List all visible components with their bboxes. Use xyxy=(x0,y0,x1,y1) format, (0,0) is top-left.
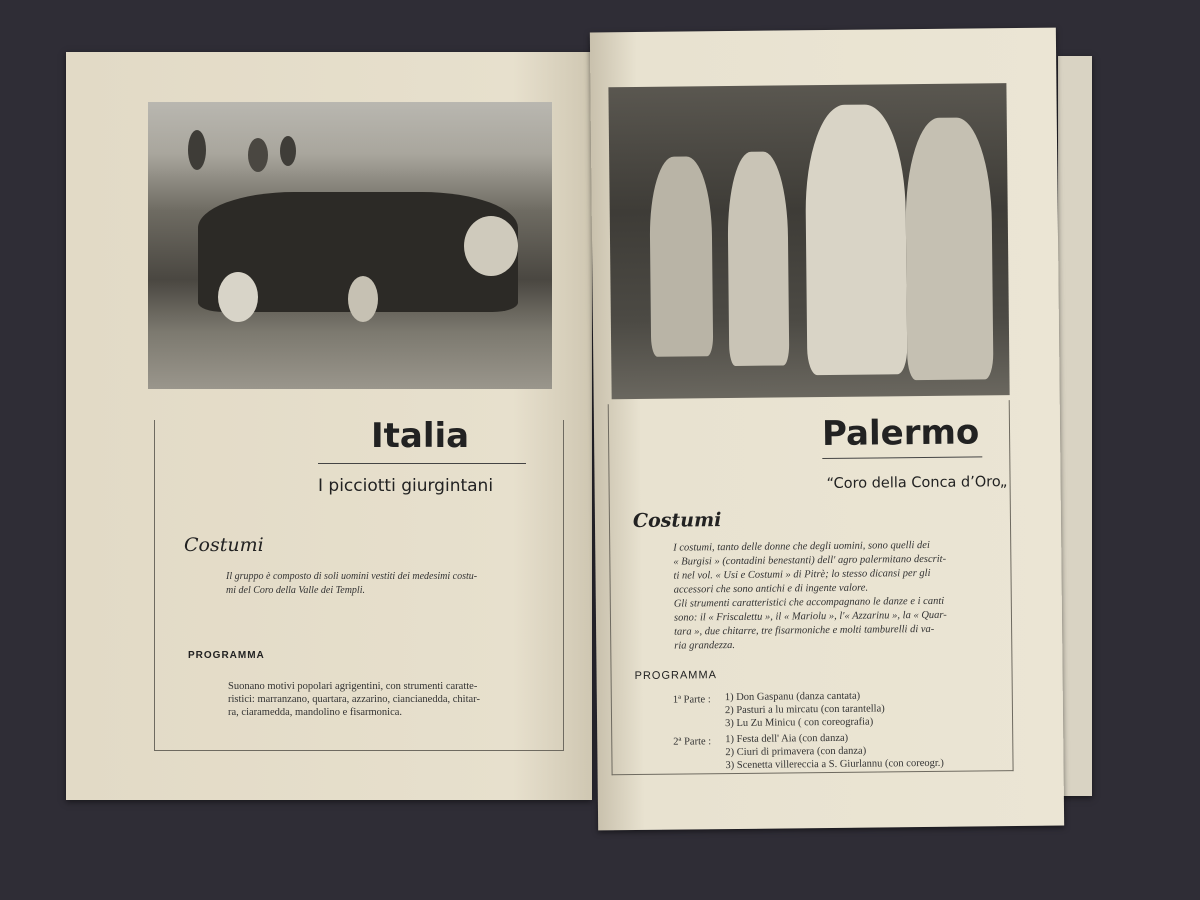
programma-text: Suonano motivi popolari agrigentini, con strumenti caratte- ristici: marranzano, quartara, azzarino, ciancianedda, chitar- ra, ciaramedda, mandolino e fisarmonica. xyxy=(228,681,480,718)
parte1-list: 1) Don Gaspanu (danza cantata) 2) Pasturi a lu mircatu (con tarantella) 3) Lu Zu Minicu ( con coreografia) xyxy=(724,690,885,730)
right-page xyxy=(590,28,1064,831)
title-divider xyxy=(318,463,526,464)
costumi-text: I costumi, tanto delle donne che degli uomini, sono quelli dei « Burgisi » (contadini benestanti) dell' agro palermitano descrit- ti nel vol. « Usi e Costumi » di Pitrè; lo stesso dicansi per gli accessori che sono antichi e di ingente valore. Gli strumenti caratteristici che accompagnano le danze e i canti sono: il « Friscalettu », il « Mariolu », l'« Azzarinu », la « Quar- tara », due chitarre, tre fisarmoniche e molti tamburelli di va- ria grandezza. xyxy=(673,539,947,652)
photo-dancers xyxy=(608,83,1009,399)
page-edge xyxy=(1058,56,1092,796)
page-title: Italia xyxy=(371,416,470,456)
parte2-label: 2ª Parte : xyxy=(673,736,712,748)
costumi-heading: Costumi xyxy=(184,534,264,556)
page-subtitle: “Coro della Conca d’Oro„ xyxy=(826,474,1008,493)
programma-heading: PROGRAMMA xyxy=(188,650,265,661)
costumi-heading: Costumi xyxy=(632,509,722,533)
costumi-text: Il gruppo è composto di soli uomini vestiti dei medesimi costu- mi del Coro della Valle dei Templi. xyxy=(226,571,478,596)
programma-heading: PROGRAMMA xyxy=(634,669,717,683)
photo-musicians-group xyxy=(148,102,552,389)
page-subtitle: I picciotti giurgintani xyxy=(318,476,494,496)
page-title: Palermo xyxy=(821,412,980,455)
left-page xyxy=(66,52,592,800)
parte1-label: 1ª Parte : xyxy=(672,694,711,706)
parte2-list: 1) Festa dell' Aia (con danza) 2) Ciuri di primavera (con danza) 3) Scenetta villereccia a S. Giurlannu (con coreogr.) xyxy=(725,732,944,772)
